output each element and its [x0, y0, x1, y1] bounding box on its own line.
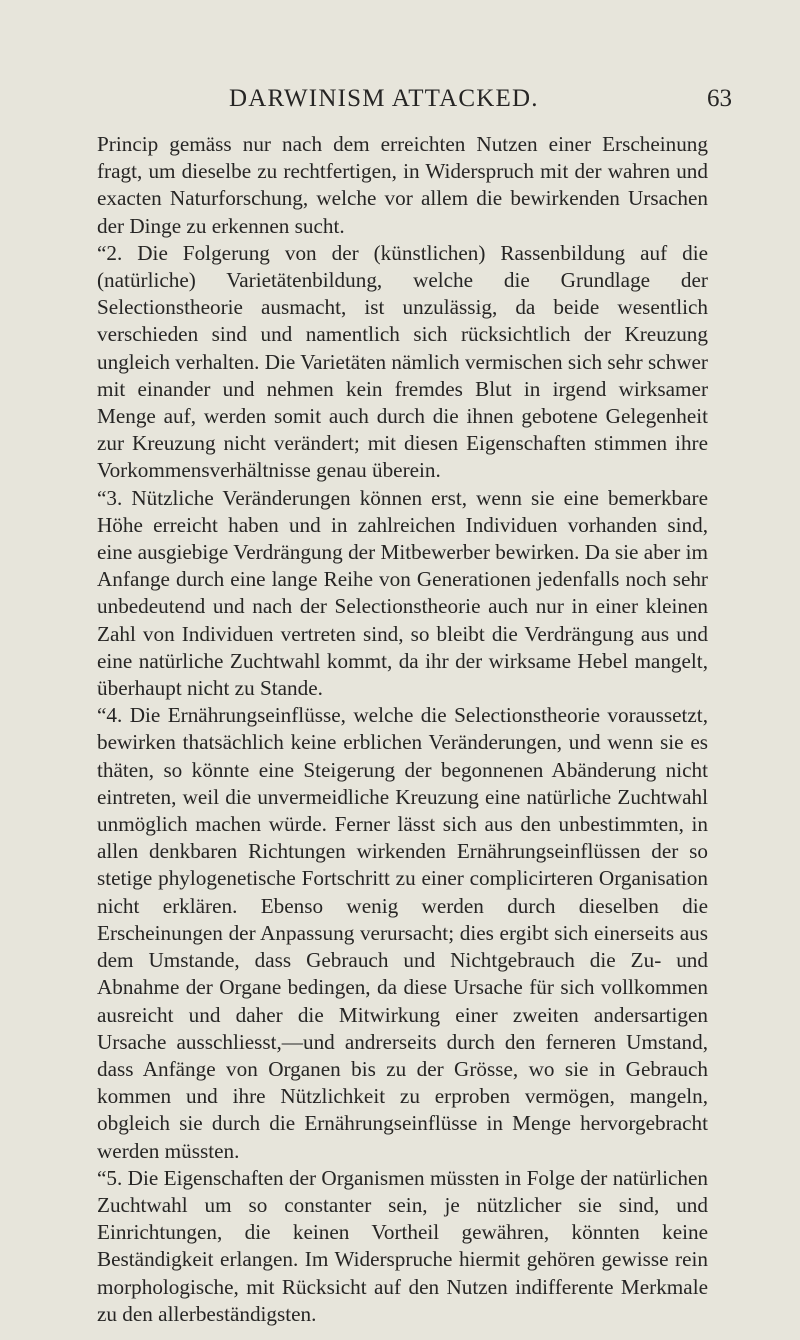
- page-number: 63: [707, 85, 732, 112]
- body-text: [97, 131, 708, 1328]
- running-head: [0, 84, 800, 118]
- paragraph-point-2: “2. Die Folgerung von der (künstlichen) Rassenbildung auf die (natürliche) Varietätenbildung, welche die Grundlage der Selectionstheorie ausmacht, ist unzulässig, da beide wesentlich verschieden sind und namentlich sich rücksichtlich der Kreuzung ungleich verhalten. Die Varietäten nämlich vermischen sich sehr schwer mit einander und nehmen kein fremdes Blut in irgend wirksamer Menge auf, werden somit auch durch die ihnen gebotene Gelegenheit zur Kreuzung nicht verändert; mit diesen Eigenschaften stimmen ihre Vorkommensverhältnisse genau überein.: [97, 240, 708, 483]
- paragraph-point-5: “5. Die Eigenschaften der Organismen müssten in Folge der natürlichen Zuchtwahl um so constanter sein, je nützlicher sie sind, und Einrichtungen, die keinen Vortheil gewähren, könnten keine Beständigkeit erlangen. Im Widerspruche hiermit gehören gewisse rein morphologische, mit Rücksicht auf den Nutzen indifferente Merkmale zu den allerbeständigsten.: [97, 1165, 708, 1326]
- running-title: DARWINISM ATTACKED.: [229, 85, 539, 112]
- paragraph-point-4: “4. Die Ernährungseinflüsse, welche die Selectionstheorie voraussetzt, bewirken thatsächlich keine erblichen Veränderungen, und wenn sie es thäten, so könnte eine Steigerung der begonnenen Abänderung nicht eintreten, weil die unvermeidliche Kreuzung eine natürliche Zuchtwahl unmöglich machen würde. Ferner lässt sich aus den unbestimmten, in allen denkbaren Richtungen wirkenden Ernährungseinflüssen der so stetige phylogenetische Fortschritt zu einer complicirteren Organisation nicht erklären. Ebenso wenig werden durch dieselben die Erscheinungen der Anpassung verursacht; dies ergibt sich einerseits aus dem Umstande, dass Gebrauch und Nichtgebrauch die Zu- und Abnahme der Organe bedingen, da diese Ursache für sich vollkommen ausreicht und daher die Mitwirkung einer zweiten andersartigen Ursache ausschliesst,—und andrerseits durch den ferneren Umstand, dass Anfänge von Organen bis zu der Grösse, wo sie in Gebrauch kommen und ihre Nützlichkeit zu erproben vermögen, mangeln, obgleich sie durch die Ernährungseinflüsse in Menge hervorgebracht werden müssten.: [97, 703, 708, 1163]
- paragraph-point-3: “3. Nützliche Veränderungen können erst, wenn sie eine bemerkbare Höhe erreicht haben und in zahlreichen Individuen vorhanden sind, eine ausgiebige Verdrängung der Mitbewerber bewirken. Da sie aber im Anfange durch eine lange Reihe von Generationen jedenfalls noch sehr unbedeutend und nach der Selectionstheorie auch nur in einer kleinen Zahl von Individuen vertreten sind, so bleibt die Verdrängung aus und eine natürliche Zuchtwahl kommt, da ihr der wirksame Hebel mangelt, überhaupt nicht zu Stande.: [97, 485, 708, 701]
- paragraph-continuation: Princip gemäss nur nach dem erreichten Nutzen einer Erscheinung fragt, um dieselbe zu rechtfertigen, in Widerspruch mit der wahren und exacten Naturforschung, welche vor allem die bewirkenden Ursachen der Dinge zu erkennen sucht.: [97, 132, 708, 238]
